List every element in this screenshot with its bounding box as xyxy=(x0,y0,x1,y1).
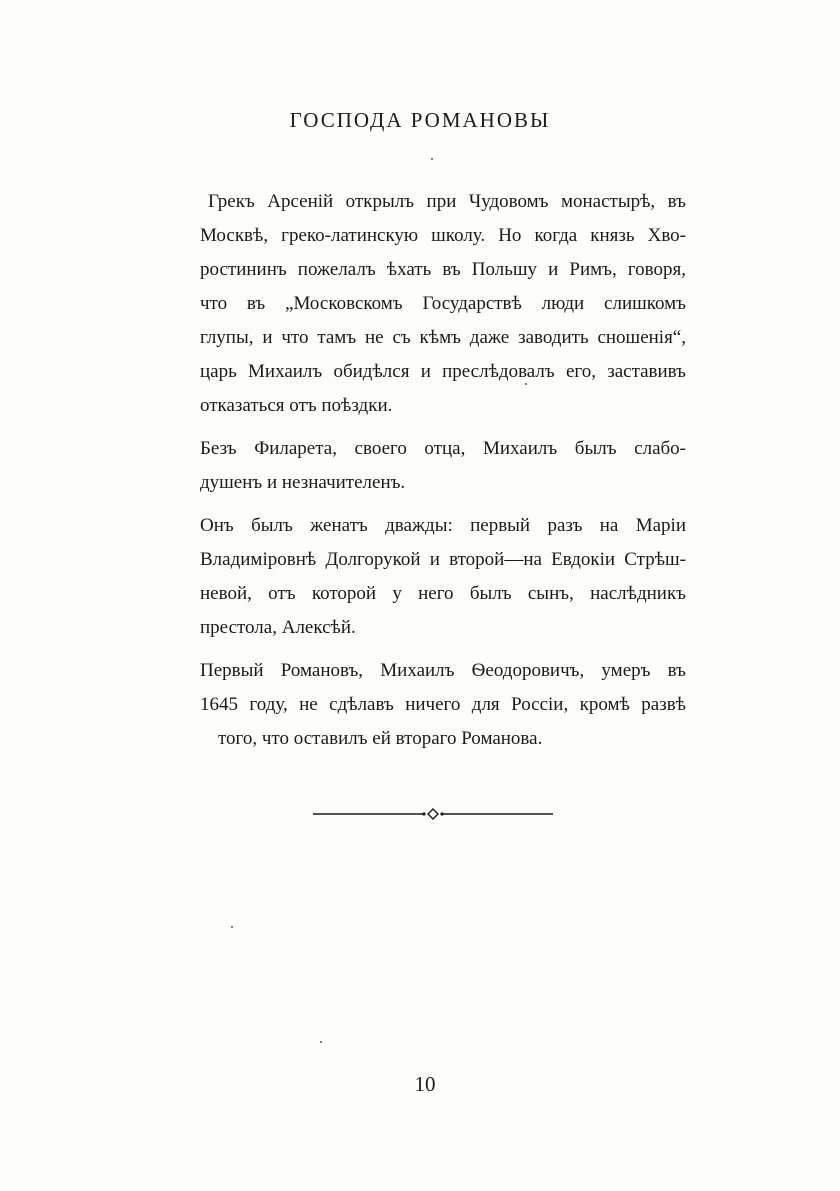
print-speck xyxy=(231,926,233,928)
print-speck xyxy=(525,383,527,385)
text-block xyxy=(200,185,686,765)
paragraph-line: отказаться отъ поѣздки. xyxy=(200,395,393,416)
paragraph-line: Владиміровнѣ Долгорукой и второй—на Евдокіи Стрѣш- xyxy=(200,549,686,570)
paragraph-line: ростининъ пожелалъ ѣхать въ Польшу и Римъ, говоря, xyxy=(200,259,686,280)
running-title: ГОСПОДА РОМАНОВЫ xyxy=(289,108,551,132)
ornamental-divider xyxy=(313,804,553,824)
paragraph-line: 1645 году, не сдѣлавъ ничего для Россіи, кромѣ развѣ xyxy=(200,694,686,715)
paragraph-4 xyxy=(200,654,686,756)
paragraph-3 xyxy=(200,509,686,645)
paragraph-line: душенъ и незначителенъ. xyxy=(200,472,406,493)
paragraph-line: Онъ былъ женатъ дважды: первый разъ на Маріи xyxy=(200,515,686,536)
paragraph-line: Москвѣ, греко-латинскую школу. Но когда князь Хво- xyxy=(200,225,686,246)
paragraph-line: невой, отъ которой у него былъ сынъ, наслѣдникъ xyxy=(200,583,686,604)
paragraph-line: царь Михаилъ обидѣлся и преслѣдовалъ его, заставивъ xyxy=(200,361,686,382)
ornament-dot-right xyxy=(440,812,443,815)
paragraph-2 xyxy=(200,432,686,500)
paragraph-1 xyxy=(200,185,686,423)
paragraph-line: что въ „Московскомъ Государствѣ люди слишкомъ xyxy=(200,293,686,314)
paragraph-line: Первый Романовъ, Михаилъ Ѳеодоровичъ, умеръ въ xyxy=(200,660,686,681)
diamond-ornament-icon xyxy=(428,809,438,819)
print-speck xyxy=(320,1041,322,1043)
paragraph-line: Грекъ Арсеній открылъ при Чудовомъ монастырѣ, въ xyxy=(208,191,686,212)
paragraph-line: престола, Алексѣй. xyxy=(200,617,356,638)
ornament-dot-left xyxy=(422,812,425,815)
print-speck xyxy=(431,158,433,160)
page-number: 10 xyxy=(414,1072,436,1096)
paragraph-line: Безъ Филарета, своего отца, Михаилъ былъ слабо- xyxy=(200,438,686,459)
paragraph-line: глупы, и что тамъ не съ кѣмъ даже заводить сношенія“, xyxy=(200,327,686,348)
paragraph-line: того, что оставилъ ей втораго Романова. xyxy=(218,728,543,749)
